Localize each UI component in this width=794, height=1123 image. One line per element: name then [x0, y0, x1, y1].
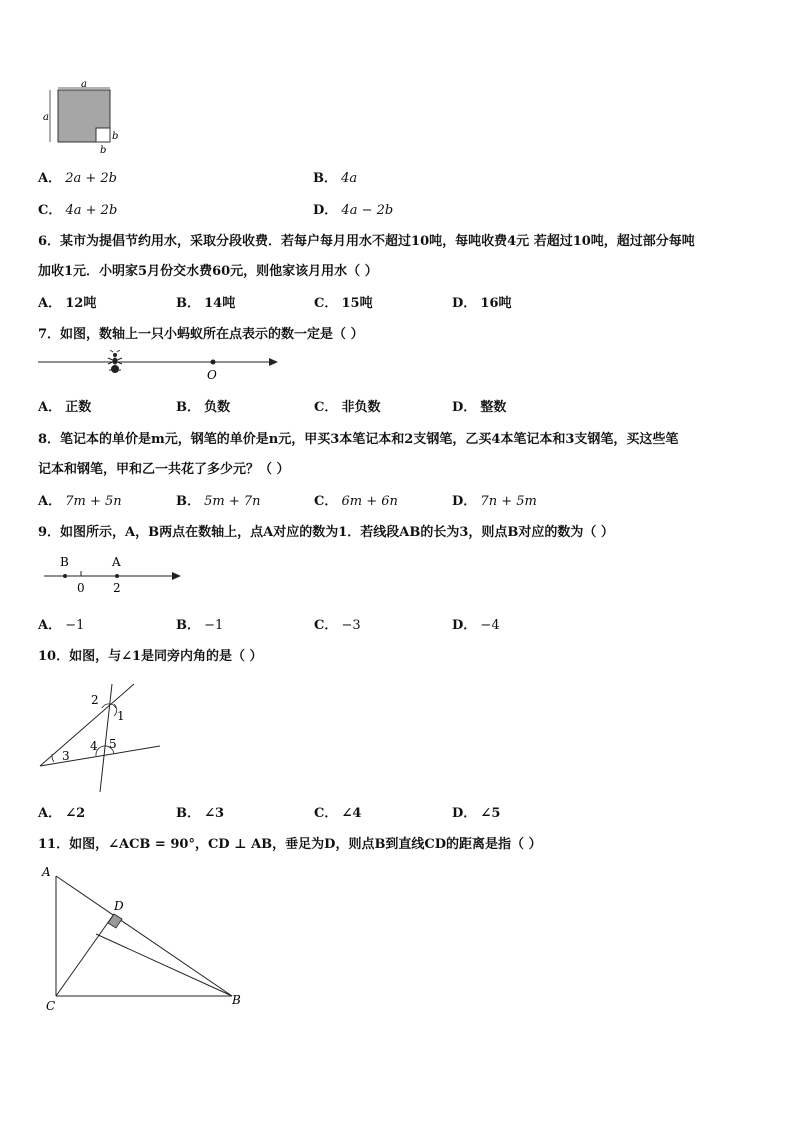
- q6-option-c[interactable]: C． 15吨: [314, 296, 373, 311]
- q8-option-c[interactable]: C． 6m + 6n: [314, 494, 398, 509]
- label-o: O: [207, 368, 217, 382]
- q7-stem: 7．如图，数轴上一只小蚂蚁所在点表示的数一定是（ ）: [38, 327, 364, 342]
- vertex-label-c: C: [46, 999, 56, 1013]
- angle-label-4: 4: [90, 739, 98, 753]
- q7-option-a[interactable]: A． 正数: [38, 400, 92, 415]
- label-0: 0: [77, 581, 85, 595]
- q10-option-a[interactable]: A． ∠2: [38, 806, 86, 821]
- q9-option-b[interactable]: B． −1: [176, 618, 224, 633]
- q9-number-line-figure: [38, 550, 188, 598]
- q8-stem-line1: 8．笔记本的单价是m元，钢笔的单价是n元，甲买3本笔记本和2支钢笔，乙买4本笔记本和3支钢笔，买这些笔: [38, 432, 679, 447]
- q10-option-b[interactable]: B． ∠3: [176, 806, 225, 821]
- angle-label-5: 5: [109, 737, 117, 751]
- q5-option-d[interactable]: D． 4a − 2b: [313, 203, 394, 218]
- q8-option-d[interactable]: D． 7n + 5m: [452, 494, 537, 509]
- q11-stem: 11．如图，∠ACB = 90°，CD ⊥ AB，垂足为D，则点B到直线CD的距离是指（ ）: [38, 837, 542, 852]
- q6-option-b[interactable]: B． 14吨: [176, 296, 236, 311]
- q5-square-figure: [40, 78, 130, 158]
- vertex-label-d: D: [114, 899, 124, 913]
- q8-stem-line2: 记本和钢笔，甲和乙一共花了多少元？（ ）: [38, 462, 290, 477]
- label-b-right: b: [112, 131, 119, 142]
- q7-option-c[interactable]: C． 非负数: [314, 400, 381, 415]
- q6-option-d[interactable]: D． 16吨: [452, 296, 512, 311]
- q9-option-c[interactable]: C． −3: [314, 618, 361, 633]
- q9-option-a[interactable]: A． −1: [38, 618, 85, 633]
- q7-number-line-figure: [36, 350, 286, 385]
- q5-option-b[interactable]: B． 4a: [313, 171, 358, 186]
- label-2: 2: [113, 581, 121, 595]
- angle-label-1: 1: [117, 709, 125, 723]
- vertex-label-b: B: [232, 993, 241, 1007]
- q8-option-a[interactable]: A． 7m + 5n: [38, 494, 122, 509]
- angle-label-3: 3: [62, 749, 70, 763]
- label-b: B: [60, 555, 69, 569]
- angle-label-2: 2: [91, 693, 99, 707]
- q6-stem-line1: 6．某市为提倡节约用水，采取分段收费．若每户每月用水不超过10吨，每吨收费4元 若超过10吨，超过部分每吨: [38, 234, 695, 249]
- q5-option-a[interactable]: A． 2a + 2b: [38, 171, 118, 186]
- label-a-left: a: [43, 112, 49, 123]
- q10-option-c[interactable]: C． ∠4: [314, 806, 362, 821]
- q11-triangle-figure: [38, 862, 258, 1017]
- q8-option-b[interactable]: B． 5m + 7n: [176, 494, 261, 509]
- q10-stem: 10．如图，与∠1是同旁内角的是（ ）: [38, 649, 263, 664]
- q6-stem-line2: 加收1元．小明家5月份交水费60元，则他家该月用水（ ）: [38, 264, 378, 279]
- q9-option-d[interactable]: D． −4: [452, 618, 500, 633]
- vertex-label-a: A: [42, 865, 51, 879]
- q7-option-d[interactable]: D． 整数: [452, 400, 507, 415]
- label-b-bottom: b: [100, 145, 107, 156]
- q5-option-c[interactable]: C． 4a + 2b: [38, 203, 118, 218]
- q10-option-d[interactable]: D． ∠5: [452, 806, 501, 821]
- label-a: A: [112, 555, 121, 569]
- q6-option-a[interactable]: A． 12吨: [38, 296, 97, 311]
- q7-option-b[interactable]: B． 负数: [176, 400, 231, 415]
- q9-stem: 9．如图所示，A，B两点在数轴上，点A对应的数为1．若线段AB的长为3，则点B对应的数为（ ）: [38, 525, 614, 540]
- q10-angles-figure: [36, 676, 166, 796]
- label-a-top: a: [81, 79, 87, 90]
